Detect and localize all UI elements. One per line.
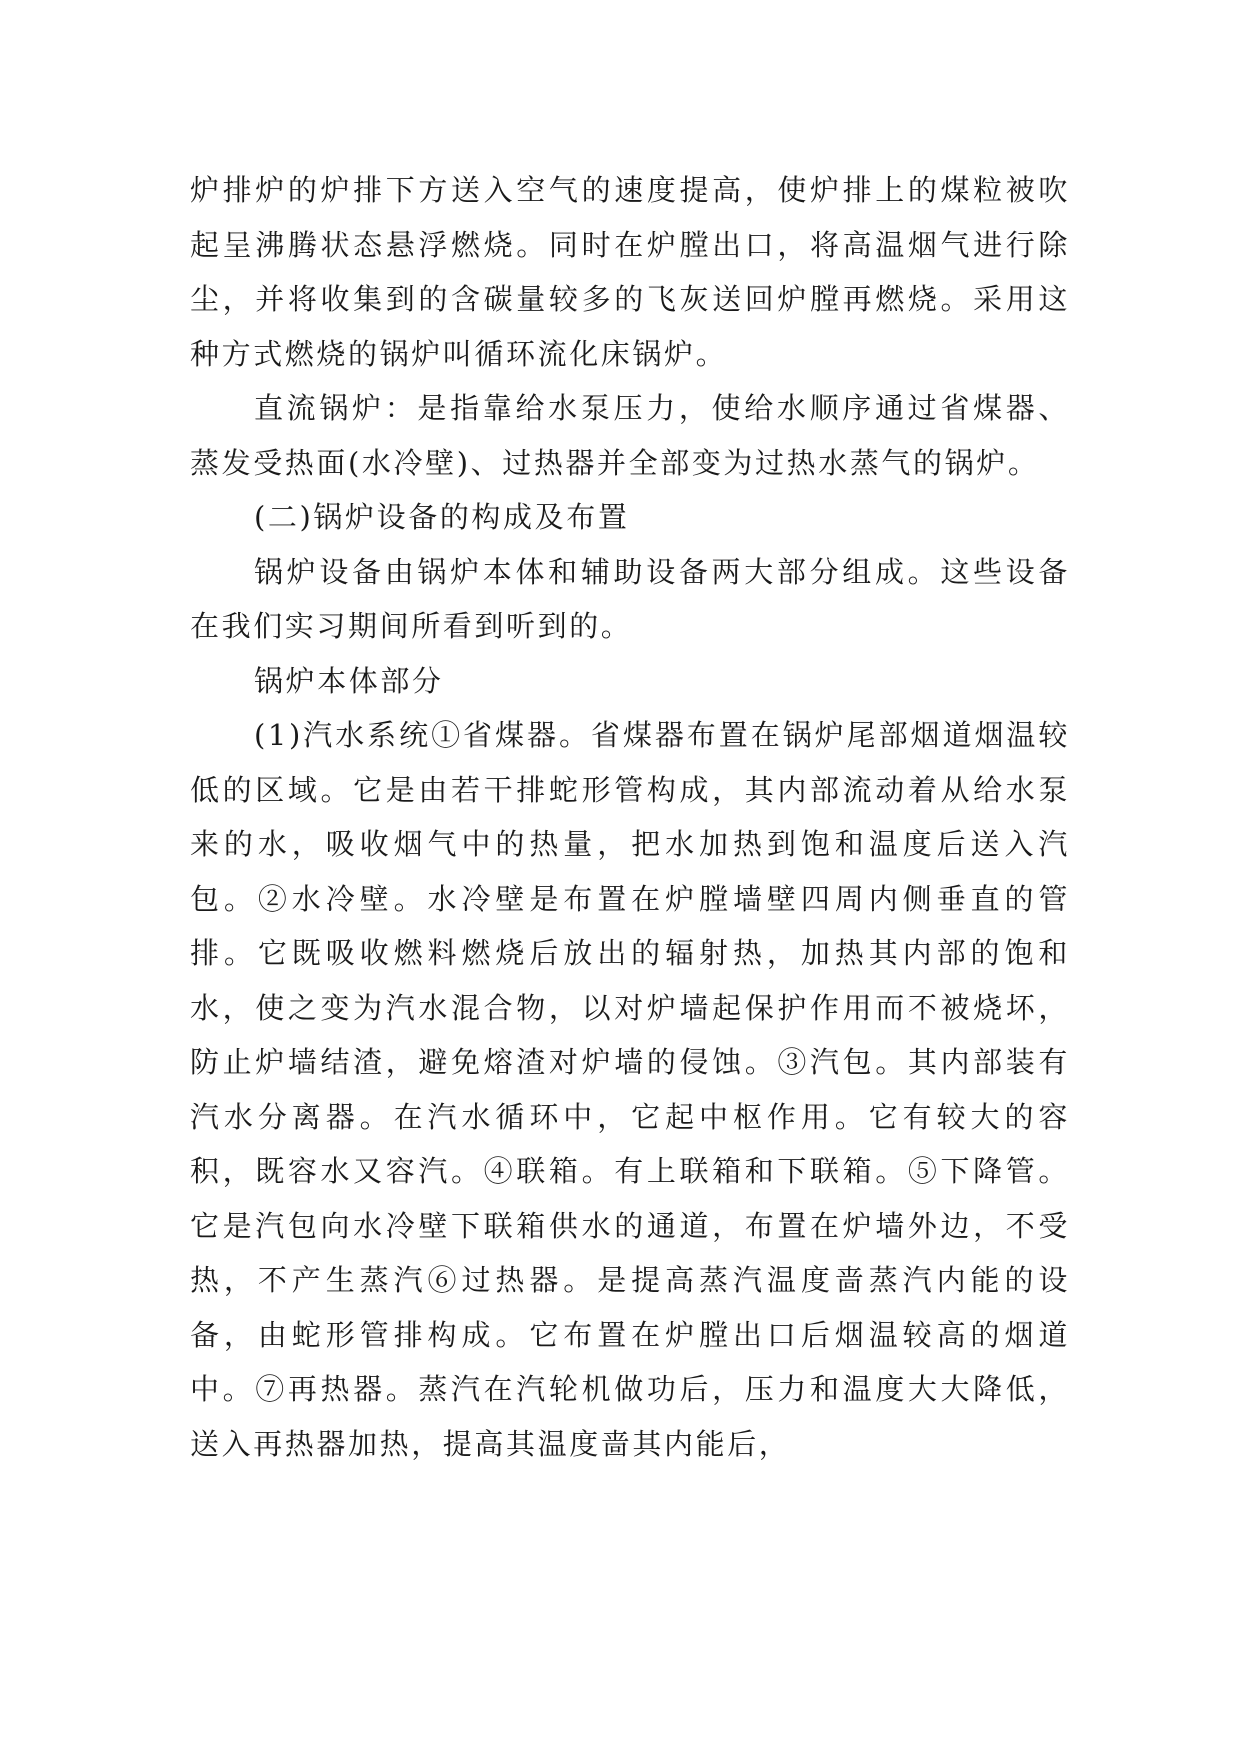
paragraph-circulating-fluidized-bed: 炉排炉的炉排下方送入空气的速度提高，使炉排上的煤粒被吹起呈沸腾状态悬浮燃烧。同时在炉膛出口，将高温烟气进行除尘，并将收集到的含碳量较多的飞灰送回炉膛再燃烧。采用这种方式燃烧的锅炉叫循环流化床锅炉。: [190, 173, 1070, 371]
paragraph-steam-water-system: (1)汽水系统①省煤器。省煤器布置在锅炉尾部烟道烟温较低的区域。它是由若干排蛇形管构成，其内部流动着从给水泵来的水，吸收烟气中的热量，把水加热到饱和温度后送入汽包。②水冷壁。水冷壁是布置在炉膛墙壁四周内侧垂直的管排。它既吸收燃料燃烧后放出的辐射热，加热其内部的饱和水，使之变为汽水混合物，以对炉墙起保护作用而不被烧坏，防止炉墙结渣，避免熔渣对炉墙的侵蚀。③汽包。其内部装有汽水分离器。在汽水循环中，它起中枢作用。它有较大的容积，既容水又容汽。④联箱。有上联箱和下联箱。⑤下降管。它是汽包向水冷壁下联箱供水的通道，布置在炉墙外边，不受热，不产生蒸汽⑥过热器。是提高蒸汽温度啬蒸汽内能的设备，由蛇形管排构成。它布置在炉膛出口后烟温较高的烟道中。⑦再热器。蒸汽在汽轮机做功后，压力和温度大大降低，送入再热器加热，提高其温度啬其内能后，: [190, 718, 1070, 1461]
document-body: [190, 163, 1070, 1471]
paragraph-once-through-boiler: 直流锅炉：是指靠给水泵压力，使给水顺序通过省煤器、蒸发受热面(水冷壁)、过热器并全部变为过热水蒸气的锅炉。: [190, 391, 1070, 480]
section-heading-boiler-composition: (二)锅炉设备的构成及布置: [254, 500, 630, 534]
subheading-boiler-body: 锅炉本体部分: [254, 663, 444, 698]
paragraph-boiler-equipment: 锅炉设备由锅炉本体和辅助设备两大部分组成。这些设备在我们实习期间所看到听到的。: [190, 554, 1070, 643]
